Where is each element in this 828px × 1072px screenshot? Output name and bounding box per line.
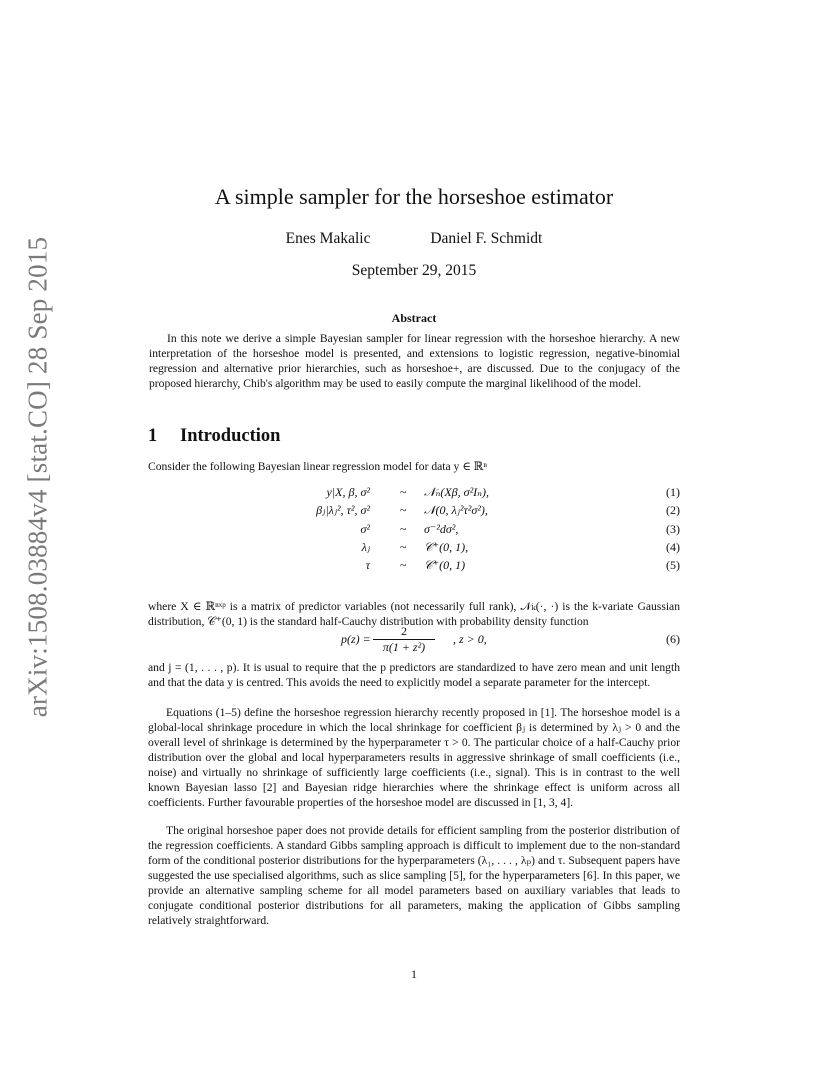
intro-sentence: Consider the following Bayesian linear regression model for data y ∈ ℝⁿ (148, 460, 488, 473)
equation-relation: ~ (400, 558, 407, 572)
equation-number: (1) (666, 485, 680, 499)
equation-rhs: 𝒞⁺(0, 1), (424, 540, 469, 554)
equation-row (148, 503, 680, 519)
equation-lhs: λⱼ (361, 540, 370, 554)
equation-lhs: y|X, β, σ² (326, 485, 370, 499)
equation-lhs: p(z) = (341, 632, 371, 646)
paragraph-original: The original horseshoe paper does not provide details for efficient sampling from the posterior distribution of the regression coefficients. A standard Gibbs sampling approach is difficult to implement due to the non-standard form of the conditional posterior distributions for the hyperparameters (λ₁, . . . , λₚ) and τ. Subsequent papers have suggested the use specialised algorithms, such as slice sampling [5], for the hyperparameters [6]. In this paper, we provide an alternative sampling scheme for all model parameters based on auxiliary variables that leads to conjugate conditional posterior distributions for all parameters, making the application of Gibbs sampling relatively straightforward. (148, 824, 680, 927)
equation-rhs: 𝒞⁺(0, 1) (424, 558, 466, 572)
equation-relation: ~ (400, 522, 407, 536)
author-name: Enes Makalic (285, 230, 371, 247)
equation-number: (4) (666, 540, 680, 554)
section-heading (148, 426, 280, 447)
paragraph-and: and j = (1, . . . , p). It is usual to require that the p predictors are standardized to have zero mean and unit length and that the data y is centred. This avoids the need to explicitly model a separate parameter for the intercept. (148, 661, 680, 689)
author-list (0, 230, 828, 248)
equation-row (148, 540, 680, 556)
equation-lhs: τ (365, 558, 370, 572)
equation-6 (148, 624, 680, 658)
equation-number: (6) (666, 632, 680, 646)
equation-lhs: βⱼ|λⱼ², τ², σ² (316, 503, 370, 517)
equation-lhs: σ² (360, 522, 370, 536)
section-title: Introduction (180, 426, 281, 446)
page-number: 1 (411, 967, 417, 981)
equation-row (148, 485, 680, 501)
paragraph-where: where X ∈ ℝⁿˣᵖ is a matrix of predictor variables (not necessarily full rank), 𝒩ₖ(·, ·) is the k-variate Gaussian distribution, 𝒞⁺(0, 1) is the standard half-Cauchy distribution with probability density function (148, 600, 680, 628)
abstract-heading: Abstract (391, 311, 437, 325)
fraction-numerator: 2 (373, 624, 435, 640)
equation-relation: ~ (400, 485, 407, 499)
equation-rhs: σ⁻²dσ², (424, 522, 459, 536)
fraction (373, 624, 435, 655)
abstract-text: In this note we derive a simple Bayesian sampler for linear regression with the horseshoe hierarchy. A new interpretation of the horseshoe model is presented, and extensions to logistic regression, negative-binomial regression and alternative prior hierarchies, such as horseshoe+, are discussed. Due to the conjugacy of the proposed hierarchy, Chib's algorithm may be used to easily compute the marginal likelihood of the model. (149, 332, 680, 390)
equation-rhs: 𝒩ₙ(Xβ, σ²Iₙ), (424, 485, 490, 499)
paper-title: A simple sampler for the horseshoe estimator (214, 184, 614, 209)
author-name: Daniel F. Schmidt (430, 230, 543, 247)
equation-condition: , z > 0, (453, 632, 487, 646)
paper-date: September 29, 2015 (351, 262, 477, 279)
arxiv-identifier: arXiv:1508.03884v4 [stat.CO] 28 Sep 2015 (22, 236, 53, 718)
equation-row (148, 522, 680, 538)
fraction-denominator: π(1 + z²) (382, 640, 426, 654)
equation-number: (3) (666, 522, 680, 536)
equation-relation: ~ (400, 503, 407, 517)
equation-row (148, 558, 680, 574)
equation-relation: ~ (400, 540, 407, 554)
section-number: 1 (148, 426, 158, 446)
equation-number: (2) (666, 503, 680, 517)
equation-number: (5) (666, 558, 680, 572)
equation-rhs: 𝒩(0, λⱼ²τ²σ²), (424, 503, 488, 517)
paragraph-equations: Equations (1–5) define the horseshoe regression hierarchy recently proposed in [1]. The horseshoe model is a global-local shrinkage procedure in which the local shrinkage for coefficient βⱼ is determined by λⱼ > 0 and the overall level of shrinkage is determined by the hyperparameter τ > 0. The particular choice of a half-Cauchy prior distribution over the global and local hyperparameters results in aggressive shrinkage of small coefficients (i.e., noise) and virtually no shrinkage of sufficiently large coefficients (i.e., signal). This is in contrast to the well known Bayesian lasso [2] and Bayesian ridge hierarchies where the shrinkage effect is uniform across all coefficients. Further favourable properties of the horseshoe model are discussed in [1, 3, 4]. (148, 706, 680, 809)
